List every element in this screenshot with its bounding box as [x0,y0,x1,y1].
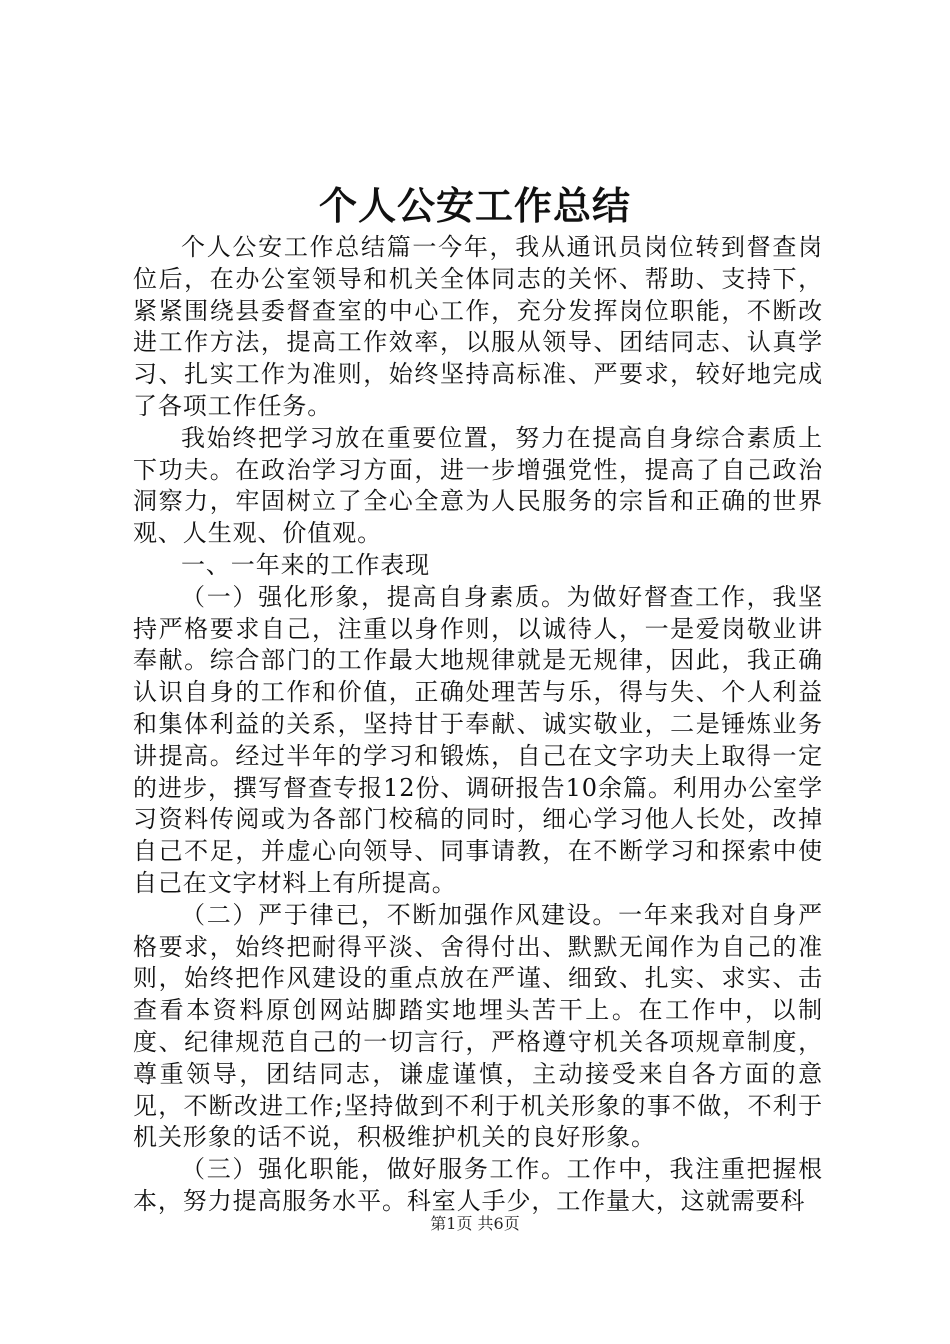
document-body [133,232,823,1218]
document-title: 个人公安工作总结 [318,183,631,228]
paragraph-item-2: （二）严于律已，不断加强作风建设。一年来我对自身严格要求，始终把耐得平淡、舍得付出、默默无闻作为自己的准则，始终把作风建设的重点放在严谨、细致、扎实、求实、击查看本资料原创网站脚踏实地埋头苦干上。在工作中，以制度、纪律规范自己的一切言行，严格遵守机关各项规章制度，尊重领导，团结同志，谦虚谨慎，主动接受来自各方面的意见，不断改进工作;坚持做到不利于机关形象的事不做，不利于机关形象的话不说，积极维护机关的良好形象。 [133,900,823,1152]
paragraph-item-1: （一）强化形象，提高自身素质。为做好督查工作，我坚持严格要求自己，注重以身作则，以诚待人，一是爱岗敬业讲奉献。综合部门的工作最大地规律就是无规律，因此，我正确认识自身的工作和价值，正确处理苦与乐，得与失、个人利益和集体利益的关系，坚持甘于奉献、诚实敬业，二是锤炼业务讲提高。经过半年的学习和锻炼，自己在文字功夫上取得一定的进步，撰写督查专报12份、调研报告10余篇。利用办公室学习资料传阅或为各部门校稿的同时，细心学习他人长处，改掉自己不足，并虚心向领导、同事请教，在不断学习和探索中使自己在文字材料上有所提高。 [133,582,823,897]
paragraph-item-3: （三）强化职能，做好服务工作。工作中，我注重把握根本，努力提高服务水平。科室人手少，工作量大，这就需要科 [133,1155,823,1215]
paragraph-study: 我始终把学习放在重要位置，努力在提高自身综合素质上下功夫。在政治学习方面，进一步增强党性，提高了自己政治洞察力，牢固树立了全心全意为人民服务的宗旨和正确的世界观、人生观、价值观。 [133,423,823,548]
paragraph-intro: 个人公安工作总结篇一今年，我从通讯员岗位转到督查岗位后，在办公室领导和机关全体同志的关怀、帮助、支持下，紧紧围绕县委督查室的中心工作，充分发挥岗位职能，不断改进工作方法，提高工作效率，以服从领导、团结同志、认真学习、扎实工作为准则，始终坚持高标准、严要求，较好地完成了各项工作任务。 [133,233,823,420]
page-footer: 第1页 共6页 [430,1214,520,1233]
section-heading: 一、一年来的工作表现 [181,550,430,579]
